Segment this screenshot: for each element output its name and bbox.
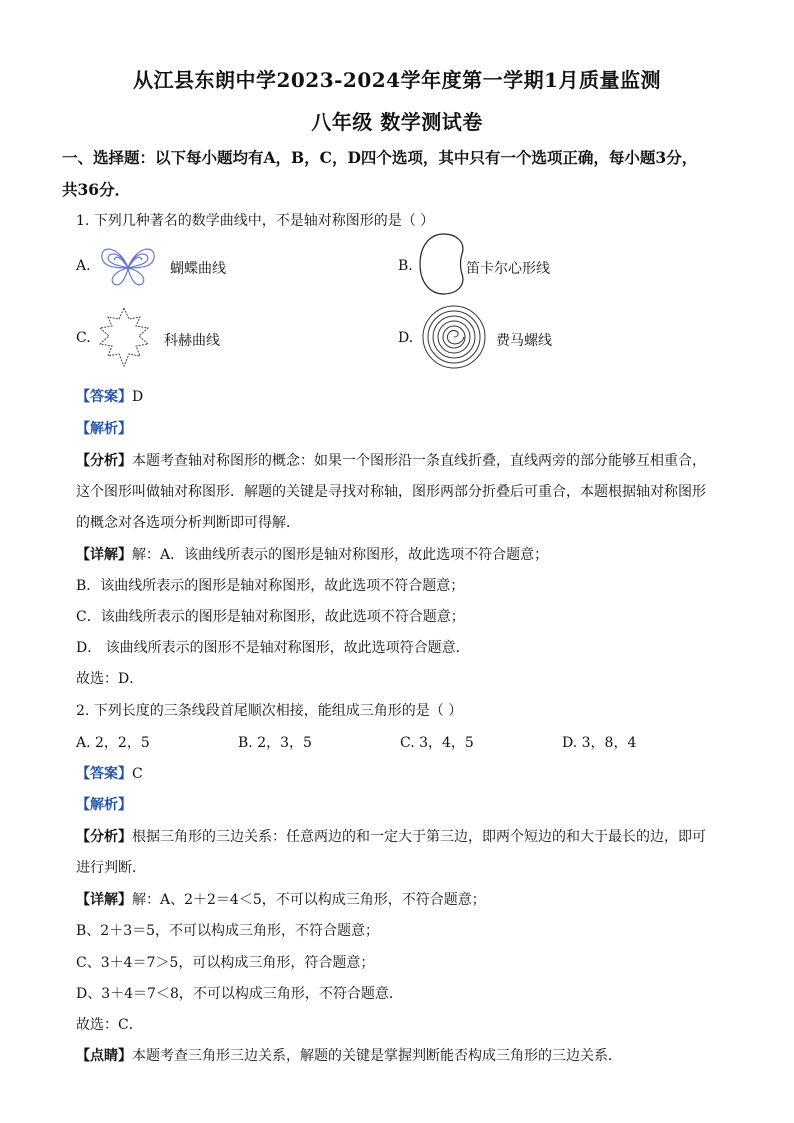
koch-snowflake-icon [92, 306, 156, 368]
q2-choice-b: B. 2，3，5 [238, 735, 312, 751]
q1-detail-line-1 [76, 544, 736, 564]
q2-detail-line-2: B、2＋3＝5，不可以构成三角形，不符合题意； [76, 923, 380, 939]
q1-conclusion: 故选：D． [76, 671, 144, 687]
q2-detail-line-4: D、3＋4＝7＜8，不可以构成三角形，不符合题意． [76, 986, 403, 1002]
q2-analysis-line-1 [76, 826, 736, 846]
q2-dianjing [76, 1045, 736, 1065]
dianjing-text: 本题考查三角形三边关系，解题的关键是掌握判断能否构成三角形的三边关系． [132, 1048, 622, 1064]
q2-choice-a: A. 2，2，5 [76, 735, 150, 751]
answer-value: D [132, 389, 144, 405]
q1-analysis-line-3: 的概念对各选项分析判断即可得解． [76, 515, 300, 531]
q1-analysis-line-2: 这个图形叫做轴对称图形．解题的关键是寻找对称轴，图形两部分折叠后可重合，本题根据轴对称图形 [76, 484, 706, 500]
detail-text: 解：A．该曲线所表示的图形是轴对称图形，故此选项不符合题意； [132, 547, 549, 563]
q1-jiexi [76, 418, 736, 438]
analysis-tag: 【分析】 [76, 453, 132, 469]
analysis-text: 根据三角形的三边关系：任意两边的和一定大于第三边，即两个短边的和大于最长的边，即可 [132, 829, 706, 845]
jiexi-tag: 【解析】 [76, 797, 132, 813]
section-heading-cont: 共36分． [62, 180, 131, 199]
analysis-tag: 【分析】 [76, 829, 132, 845]
page-title: 从江县东朗中学2023-2024学年度第一学期1月质量监测 [132, 68, 662, 92]
q1-option-b-text: 笛卡尔心形线 [466, 261, 550, 277]
q2-jiexi [76, 794, 736, 814]
q2-detail-line-3: C、3＋4＝7＞5，可以构成三角形，符合题意； [76, 955, 375, 971]
q1-option-a-text: 蝴蝶曲线 [170, 261, 226, 277]
q1-answer [76, 386, 736, 406]
section-heading: 一、选择题：以下每小题均有A，B，C，D四个选项，其中只有一个选项正确，每小题3分， [62, 148, 698, 167]
q2-analysis-line-2: 进行判断． [76, 860, 146, 876]
q1-option-d-text: 费马螺线 [496, 333, 552, 349]
q1-analysis-line-1 [76, 450, 736, 470]
answer-tag: 【答案】 [76, 766, 132, 782]
detail-tag: 【详解】 [76, 892, 132, 908]
detail-tag: 【详解】 [76, 547, 132, 563]
answer-tag: 【答案】 [76, 389, 132, 405]
page-subtitle: 八年级 数学测试卷 [311, 110, 483, 134]
q1-option-a-label: A. [76, 258, 91, 274]
q1-option-d-label: D. [398, 330, 414, 346]
q1-detail-line-3: C．该曲线所表示的图形是轴对称图形，故此选项不符合题意； [76, 609, 465, 625]
q2-answer [76, 763, 736, 783]
q1-detail-line-4: D． 该曲线所表示的图形不是轴对称图形，故此选项符合题意． [76, 640, 470, 656]
detail-text: 解：A、2＋2＝4＜5，不可以构成三角形，不符合题意； [132, 892, 486, 908]
q2-detail-line-1 [76, 889, 736, 909]
q1-option-c-text: 科赫曲线 [164, 333, 220, 349]
answer-value: C [132, 766, 143, 782]
q1-stem: 1. 下列几种著名的数学曲线中，不是轴对称图形的是（ ） [76, 213, 435, 229]
q2-choice-c: C. 3，4，5 [400, 735, 474, 751]
cardioid-icon [416, 232, 472, 298]
q1-option-c-label: C. [76, 330, 91, 346]
jiexi-tag: 【解析】 [76, 421, 132, 437]
q1-option-b-label: B. [398, 258, 413, 274]
analysis-text: 本题考查轴对称图形的概念：如果一个图形沿一条直线折叠，直线两旁的部分能够互相重合， [132, 453, 706, 469]
q2-stem: 2. 下列长度的三条线段首尾顺次相接，能组成三角形的是（ ） [76, 703, 463, 719]
q2-choice-d: D. 3，8，4 [562, 735, 637, 751]
fermat-spiral-icon [420, 304, 488, 370]
butterfly-curve-icon [96, 240, 160, 288]
dianjing-tag: 【点睛】 [76, 1048, 132, 1064]
q1-detail-line-2: B．该曲线所表示的图形是轴对称图形，故此选项不符合题意； [76, 578, 465, 594]
q2-conclusion: 故选：C． [76, 1017, 143, 1033]
